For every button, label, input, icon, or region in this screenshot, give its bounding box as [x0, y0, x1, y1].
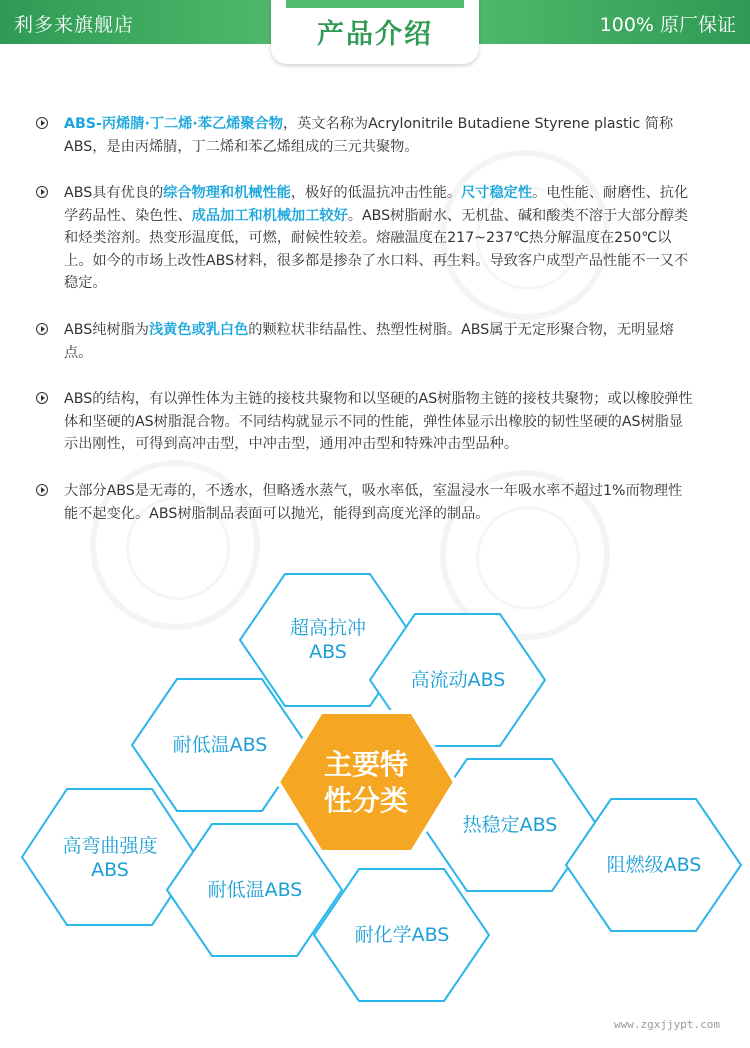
- hexagon-label-heat-stable: 热稳定ABS: [462, 814, 558, 836]
- paragraph-text: [64, 113, 696, 158]
- body-text: 的颗粒状非结晶性、热塑性树脂。ABS属于无定形聚合物，无明显熔点。: [64, 322, 674, 361]
- highlight-text: 浅黄色或乳白色: [148, 322, 249, 338]
- hexagon-label-high-flex: 高弯曲强度 ABS: [62, 835, 158, 881]
- hexagon-label-chemical: 耐化学ABS: [354, 924, 450, 946]
- play-bullet-icon: [36, 323, 48, 335]
- intro-paragraph-5: [36, 480, 696, 525]
- body-text: 。ABS树脂耐水、无机盐、碱和酸类不溶于大部分醇类和烃类溶剂。热变形温度低，可燃，耐候性较差。熔融温度在217~237℃热分解温度在250℃以上。如今的市场上改性ABS材料，很多都是掺杂了水口料、再生料。导致客户成型产品性能不一又不稳定。: [64, 207, 689, 291]
- page-header: [0, 0, 750, 70]
- play-bullet-icon: [36, 117, 48, 129]
- hexagon-label-low-temp: 耐低温ABS: [172, 734, 268, 756]
- page-title: 产品介绍: [317, 19, 433, 50]
- play-bullet-icon: [36, 186, 48, 198]
- highlight-text: 成品加工和机械加工较好: [191, 207, 348, 224]
- body-text: ABS的结构，有以弹性体为主链的接枝共聚物和以坚硬的AS树脂物主链的接枝共聚物；或以橡胶弹性体和坚硬的AS树脂混合物。不同结构就显示不同的性能，弹性体显示出橡胶的韧性坚硬的AS树脂显示出刚性，可得到高冲击型，中冲击型，通用冲击型和特殊冲击型品种。: [64, 391, 693, 452]
- body-text: ，英文名称为Acrylonitrile Butadiene Styrene plastic 简称ABS，是由丙烯腈，丁二烯和苯乙烯组成的三元共聚物。: [64, 116, 674, 155]
- intro-paragraph-1: [36, 113, 696, 158]
- paragraph-text: [64, 182, 696, 295]
- highlight-text: 尺寸稳定性: [461, 185, 533, 201]
- play-bullet-icon: [36, 392, 48, 404]
- intro-paragraph-4: [36, 388, 696, 456]
- body-text: ABS具有优良的: [64, 185, 164, 201]
- paragraph-text: [64, 480, 696, 525]
- highlight-text: ABS-丙烯腈·丁二烯·苯乙烯聚合物: [64, 116, 283, 132]
- body-text: ，极好的低温抗冲击性能。: [290, 185, 462, 201]
- shop-name[interactable]: 利多来旗舰店: [14, 14, 135, 36]
- guarantee-badge: 100% 原厂保证: [599, 14, 736, 36]
- body-text: 。电性能、耐磨性、抗化学药品性、染色性、: [64, 185, 689, 224]
- footer-url[interactable]: www.zgxjjypt.com: [614, 1018, 720, 1031]
- header-tab-accent: [286, 0, 464, 8]
- body-text: ABS纯树脂为: [64, 322, 149, 338]
- highlight-text: 综合物理和机械性能: [163, 185, 291, 201]
- hexagon-label-flame-retardant: 阻燃级ABS: [606, 854, 702, 876]
- hexagon-center-label: 主要特 性分类: [323, 748, 408, 817]
- hexagon-label-low-temp-2: 耐低温ABS: [207, 879, 303, 901]
- hexagon-label-ultra-impact: 超高抗冲 ABS: [289, 617, 366, 663]
- body-text: 大部分ABS是无毒的，不透水，但略透水蒸气，吸水率低，室温浸水一年吸水率不超过1%而物理性能不起变化。ABS树脂制品表面可以抛光，能得到高度光泽的制品。: [64, 483, 683, 522]
- intro-paragraph-3: [36, 319, 696, 364]
- intro-paragraph-2: [36, 182, 696, 295]
- paragraph-text: [64, 388, 696, 456]
- paragraph-text: [64, 319, 696, 364]
- play-bullet-icon: [36, 484, 48, 496]
- hexagon-label-high-flow: 高流动ABS: [410, 669, 506, 691]
